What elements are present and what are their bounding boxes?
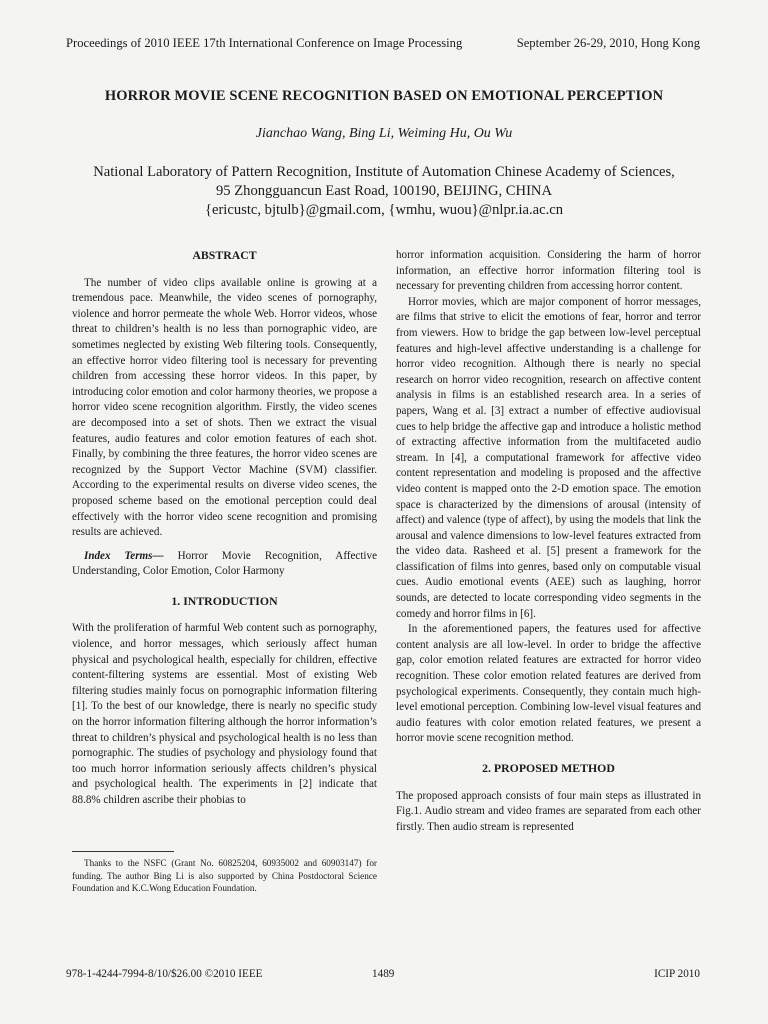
address-line: 95 Zhongguancun East Road, 100190, BEIJING, CHINA [215, 183, 553, 199]
footer-isbn: 978-1-4244-7994-8/10/$26.00 ©2010 IEEE [66, 968, 263, 980]
abstract-heading: ABSTRACT [192, 248, 257, 262]
introduction-paragraph: Horror movies, which are major component of horror messages, are films that strive to elicit the emotions of fear, horror and terror from viewers. How to bridge the gap between low-level perceptual features and high-level affective understanding is a challenge for horror video recognition. Although there is nearly no special research on horror video recognition, research on affective content analysis in films is an established research area. In a series of papers, Wang et al. [3] extract a number of effective audiovisual cues to help bridge the affective gap and introduce a holistic method of extracting affective information from the multifaceted audio stream. In [4], a computational framework for affective video content representation and modeling is proposed and the affective video content is mapped onto the 2-D emotion space. The emotion space is characterized by the dimensions of arousal (intensity of affect) and valence (type of affect), by using the models that link the arousal and valence dimensions to low-level features extracted from the video data. Rasheed et al. [5] present a framework for the classification of films into genres, based only on computable visual cues. Audio emotional events (AEE) such as laughing, horror sounds, are detected to locate corresponding video segments in the comedy and horror films in [6]. [396, 295, 701, 620]
index-terms-label: Index Terms— [84, 549, 164, 562]
proposed-method-heading: 2. PROPOSED METHOD [482, 761, 615, 775]
right-column [396, 248, 701, 835]
email-line: {ericustc, bjtulb}@gmail.com, {wmhu, wuou}@nlpr.ia.ac.cn [204, 202, 564, 218]
footnote-rule [72, 851, 174, 852]
proposed-method-paragraph: The proposed approach consists of four main steps as illustrated in Fig.1. Audio stream and video frames are separated from each other firstly. Then audio stream is represented [396, 789, 701, 833]
footer-venue: ICIP 2010 [654, 968, 700, 980]
affiliation-block [0, 163, 768, 220]
paper-title: HORROR MOVIE SCENE RECOGNITION BASED ON EMOTIONAL PERCEPTION [104, 88, 664, 104]
page-number: 1489 [372, 968, 395, 980]
abstract-text: The number of video clips available online is growing at a tremendous pace. Meanwhile, the video scenes of pornography, violence and horror permeate the whole Web. Horror videos, whose threat to children’s health is no less than pornographic video, are sometimes neglected by existing Web filtering tools. Consequently, an effective horror video filtering tool is necessary for preventing children from accessing these horror videos. In this paper, by introducing color emotion and color harmony theories, we propose a horror video scene recognition algorithm. Firstly, the video scenes are decomposed into a set of shots. Then we extract the visual features, audio features and color emotion features of each shot. Finally, by combining the three features, the horror video scenes are recognized by the Support Vector Machine (SVM) classifier. According to the experimental results on diverse video scenes, the proposed scheme based on the emotional perception could deal effectively with the horror video scene recognition and promising results are achieved. [72, 276, 377, 539]
index-terms [72, 549, 377, 580]
author-list: Jianchao Wang, Bing Li, Weiming Hu, Ou Wu [255, 126, 513, 141]
running-header-date: September 26-29, 2010, Hong Kong [516, 36, 700, 50]
index-terms-list: Horror Movie Recognition, Affective Understanding, Color Emotion, Color Harmony [72, 549, 377, 578]
affiliation-line: National Laboratory of Pattern Recognition, Institute of Automation Chinese Academy of Sciences, [93, 164, 675, 180]
left-column [72, 246, 377, 809]
funding-footnote: Thanks to the NSFC (Grant No. 60825204, 60935002 and 60903147) for funding. The author Bing Li is also supported by China Postdoctoral Science Foundation and K.C.Wong Education Foundation. [72, 858, 377, 893]
introduction-paragraph: In the aforementioned papers, the features used for affective content analysis are all low-level. In order to bridge the affective gap, color emotion related features are extracted for horror video recognition. These color emotion related features are derived from psychological experiments. Consequently, they contain much high-level emotional perception. Combining low-level visual features and audio features with color emotion related features, we present a horror movie scene recognition method. [396, 623, 701, 745]
introduction-paragraph-continued: horror information acquisition. Considering the harm of horror information, an effective horror information filtering tool is necessary for preventing children from accessing horror content. [396, 249, 701, 293]
running-header-proceedings: Proceedings of 2010 IEEE 17th International Conference on Image Processing [66, 36, 463, 50]
introduction-paragraph: With the proliferation of harmful Web content such as pornography, violence, and horror messages, which seriously affect human physical and psychological health, especially for children, effective content-filtering systems are essential. Most of existing Web filtering studies mainly focus on pornographic information filtering [1]. To the best of our knowledge, there is nearly no specific study on the horror information filtering although the horror information’s threat to children’s physical and psychological health is no less than pornographic. The studies of psychology and physiology found that too much horror information seriously affects children’s physical and psychological health. The experiments in [2] indicate that 88.8% children ascribe their phobias to [72, 622, 377, 806]
introduction-heading: 1. INTRODUCTION [171, 593, 278, 608]
